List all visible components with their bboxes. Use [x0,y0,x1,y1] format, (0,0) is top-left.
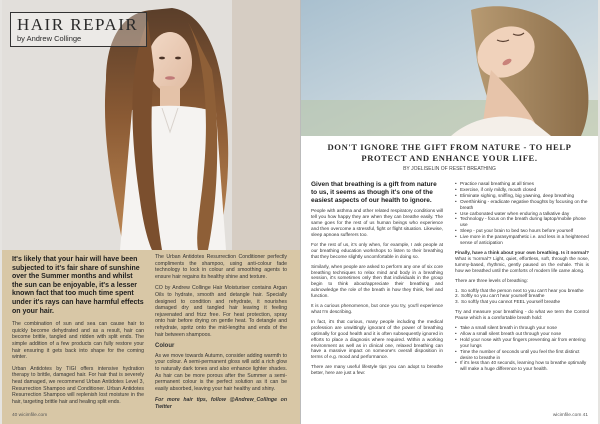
list-item: • Practice nasal breathing at all times [455,181,589,187]
list-item: • Hold your nose with your fingers preventing air from entering your lungs [455,337,589,349]
control-pause-steps [455,325,589,372]
list-item: • Technology - focus on the breath during laptop/mobile phone use [455,216,589,228]
body-paragraph: Try and measure your breathing - do what we term the Control Pause which is a comfortable breath hold: [455,309,589,321]
article-title: HAIR REPAIR [17,15,139,34]
lifestyle-tips-list [455,181,589,246]
list-item: • If it's less than 40 seconds, learning how to breathe optimally will make a huge difference to your health. [455,360,589,372]
left-column-1 [12,256,144,410]
list-item: • Exercise, if only mildly, mouth closed [455,187,589,193]
body-paragraph: Similarly, when people are asked to perform any one of six core breathing techniques to relax mind and body in a breathing session, it's sometimes only then that individuals in the group begin to think about/appreciate their breathing and acknowledge the role of the breath in how they think, feel and function. [311,263,443,299]
body-paragraph: People with asthma and other related respiratory conditions will tell you how happy they are when they can breathe easily. The same goes for the rest of us human beings who experience and then overcome a stressful, fight or flight situation. Likewise, sleep apnoea sufferers too. [311,208,443,238]
list-item: • Take a small silent breath in through your nose [455,325,589,331]
body-paragraph: As we move towards Autumn, consider adding warmth to your colour. A semi-permanent gloss will add a rich glow to naturally dark tones and also enhance lighter shades. As hair can be more porous after the Summer a semi-permanent colour is the perfect solution as it can be easily absorbed, leaving your hair healthy and shiny. [155,352,287,392]
body-paragraph: It is a curious phenomenon, but once you try, you'll experience what I'm describing. [311,303,443,314]
body-paragraph [455,250,589,274]
list-item: • Eliminate sighing, sniffing, big yawning, deep breathing [455,193,589,199]
body-paragraph: The combination of sun and sea can cause hair to quickly become dehydrated and as a result, hair can become brittle, tangled and ridden with split ends. The simple addition of a few products can fully restore your hair ensuring it gets back into shape for the coming winter. [12,321,144,361]
article-title-box [10,12,147,47]
list-text: So softly that you cannot FEEL yourself breathe [461,299,561,305]
list-item: • Sleep - put your brain to bed two hours before yourself [455,228,589,234]
right-headline: DON'T IGNORE THE GIFT FROM NATURE - TO HELP PROTECT AND ENHANCE YOUR LIFE. [327,142,572,163]
list-text: So softly that the person next to you can't hear you breathe [461,287,584,293]
body-paragraph: There are three levels of breathing: [455,277,528,283]
article-byline: by Andrew Collinge [17,34,82,43]
body-paragraph: The Urban Antidotes Resurrection Conditioner perfectly compliments the shampoo, using anti-colour fade technology to lock in colour and smoothing agents to ensure hair regains its healthy shine and texture. [155,254,287,280]
right-page [301,0,598,424]
twitter-credit: For more hair tips, follow @Andrew_Collinge on Twitter [155,397,287,410]
breathing-levels-list [455,288,589,306]
magazine-spread [2,0,598,424]
list-item [455,299,589,305]
list-number: 3. [455,299,459,305]
lede-paragraph: Given that breathing is a gift from nature to us, it seems as though it's one of the easiest aspects of our health to ignore. [311,181,437,204]
section-heading-colour: Colour [155,343,175,350]
body-paragraph: There are many useful lifestyle tips you can adopt to breathe better, here are just a few: [311,364,443,376]
lede-paragraph: It's likely that your hair will have been subjected to it's fair share of sunshine over the Summer months and whilst the sun can be enjoyable, it's a lesser known fact that too much time spent under it's rays can have harmful effects on your hair. [12,256,144,315]
breathing-woman-illustration [301,0,598,136]
body-paragraph: For the rest of us, it's only when, for example, I ask people at our breathing education workshops to listen to their breathing that they become slightly uncomfortable in doing so. [311,241,443,259]
bold-intro: Finally, have a think about your own breathing. Is it normal? [455,249,589,255]
right-byline: BY JOELISELIN OF RESET BREATHING [403,166,496,172]
list-item: • Overthinking - eradicate negative thoughts by focusing on the breath [455,199,589,211]
left-body [2,250,300,424]
list-item: • Allow a small silent breath out through your nose [455,331,589,337]
list-item: • Live more in the parasympathetic i.e. and less in a heightened sense of anticipation [455,234,589,246]
left-page [2,0,300,424]
list-item: • Use carbonated water when enduring a talkative day [455,211,589,217]
list-number: 1. [455,287,459,293]
hair-model-photo [2,0,300,250]
page-folio-left: 40 wicimfile.com [12,413,48,418]
list-text: Softly so you can't hear yourself breathe [461,293,545,299]
left-column-2 [155,254,287,415]
paragraph-rest: What is 'normal'? Light, quiet, effortless, soft, through the nose, tummy-based, rhythmic, gently paused on the exhale. This is how we breathed until the comforts of modern life came along. [455,255,589,273]
list-item: • Time the number of seconds until you feel the first distinct desire to breathe in [455,349,589,361]
right-column-2 [455,181,589,376]
list-number: 2. [455,293,459,299]
right-article-header [309,142,590,172]
page-folio-right: wicimfile.com 41 [552,413,588,418]
body-paragraph: Urban Antidotes by TIGI offers intensive hydration therapy to brittle, damaged hair. For hair that is severely heat damaged, we recommend Urban Antidotes Level 3, Resurrection Shampoo and Conditioner. Urban Antidotes Resurrection Shampoo will replenish lost moisture in the hair, targeting brittle hair and healing split ends. [12,365,144,405]
right-column-1 [311,181,443,380]
body-paragraph: CO by Andrew Collinge Hair Moisturiser contains Argan Oils to hydrate, smooth and detangle hair. Specially designed to condition and rehydrate, it nourishes damaged dry and tangled hair leaving it feeling rejuvenated and frizz free. For heat protection, spray onto hair before drying on gentle heat. To detangle and rehydrate, spritz onto the mid-lengths and ends of the hair between shampoos. [155,285,287,338]
body-paragraph: In fact, it's that curious, many people including the medical profession are unwittingly ignorant of the power of breathing optimally for good health and it is often subsequently ignored in efforts to place a diagnosis where required. Within a working environment as well as in clinical one, relaxed breathing can have a massive impact on someone's overall disposition in terms of e.g. mood and performance. [311,318,443,360]
breathing-woman-photo [301,0,598,136]
